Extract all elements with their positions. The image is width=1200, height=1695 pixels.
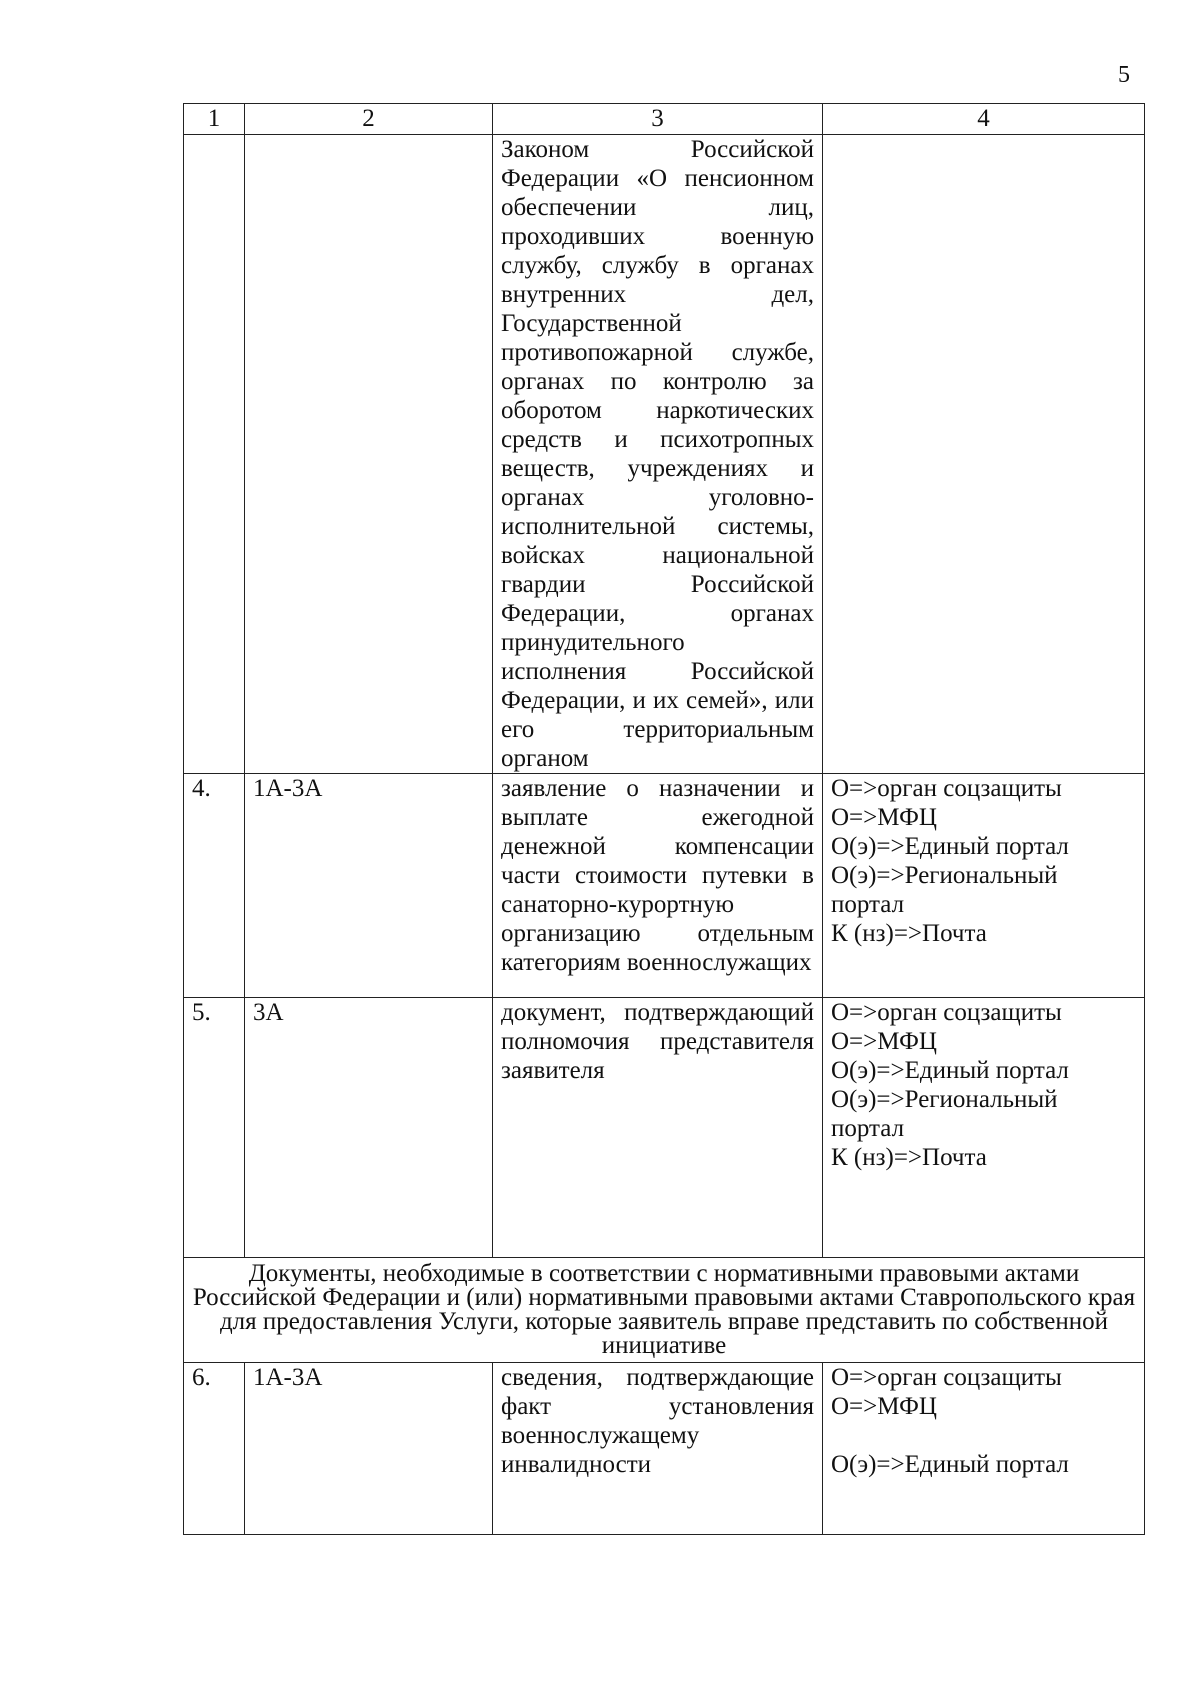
row-ways [823, 1363, 1145, 1535]
way-item: О=>орган соцзащиты [831, 775, 1062, 802]
header-col-3: 3 [493, 104, 823, 135]
row-number: 4. [184, 774, 245, 998]
table-row [184, 774, 1145, 998]
way-item: О(э)=>Единый портал [831, 1057, 1069, 1084]
way-item: О(э)=>Единый портал [831, 1451, 1069, 1478]
way-item: О=>орган соцзащиты [831, 1364, 1062, 1391]
way-item: К (нз)=>Почта [831, 920, 987, 947]
way-item: О=>МФЦ [831, 1028, 937, 1055]
section-row [184, 1258, 1145, 1363]
row-ways [823, 135, 1145, 774]
row-code [245, 135, 493, 774]
way-item: О(э)=>Региональный портал [831, 1086, 1058, 1142]
table-row [184, 135, 1145, 774]
blank-line [831, 1421, 1136, 1450]
row-ways [823, 774, 1145, 998]
way-item: О=>орган соцзащиты [831, 999, 1062, 1026]
way-item: О=>МФЦ [831, 804, 937, 831]
row-number: 5. [184, 998, 245, 1258]
row-document: документ, подтверждающий полномочия представителя заявителя [493, 998, 823, 1258]
row-document: Законом Российской Федерации «О пенсионном обеспечении лиц, проходивших военную службу, службу в органах внутренних дел, Государственной противопожарной службе, органах по контролю за оборотом наркотических средств и психотропных веществ, учреждениях и органах уголовно-исполнительной системы, войсках национальной гвардии Российской Федерации, органах принудительного исполнения Российской Федерации, и их семей», или его территориальным органом [493, 135, 823, 774]
row-number: 6. [184, 1363, 245, 1535]
way-item: О=>МФЦ [831, 1393, 937, 1420]
table-row [184, 1363, 1145, 1535]
documents-table [183, 103, 1145, 1535]
row-number [184, 135, 245, 774]
header-col-2: 2 [245, 104, 493, 135]
row-code: 1А-3А [245, 774, 493, 998]
way-item: О(э)=>Единый портал [831, 833, 1069, 860]
header-col-4: 4 [823, 104, 1145, 135]
way-item: О(э)=>Региональный портал [831, 862, 1058, 918]
row-ways [823, 998, 1145, 1258]
row-document: заявление о назначении и выплате ежегодной денежной компенсации части стоимости путевки в санаторно-курортную организацию отдельным категориям военнослужащих [493, 774, 823, 998]
table-header-row [184, 104, 1145, 135]
table-row [184, 998, 1145, 1258]
page-number: 5 [1118, 62, 1130, 88]
row-code: 1А-3А [245, 1363, 493, 1535]
row-document: сведения, подтверждающие факт установления военнослужащему инвалидности [493, 1363, 823, 1535]
way-item: К (нз)=>Почта [831, 1144, 987, 1171]
row-code: 3А [245, 998, 493, 1258]
section-title: Документы, необходимые в соответствии с нормативными правовыми актами Российской Федерации и (или) нормативными правовыми актами Ставропольского края для предоставления Услуги, которые заявитель вправе представить по собственной инициативе [184, 1258, 1145, 1363]
header-col-1: 1 [184, 104, 245, 135]
